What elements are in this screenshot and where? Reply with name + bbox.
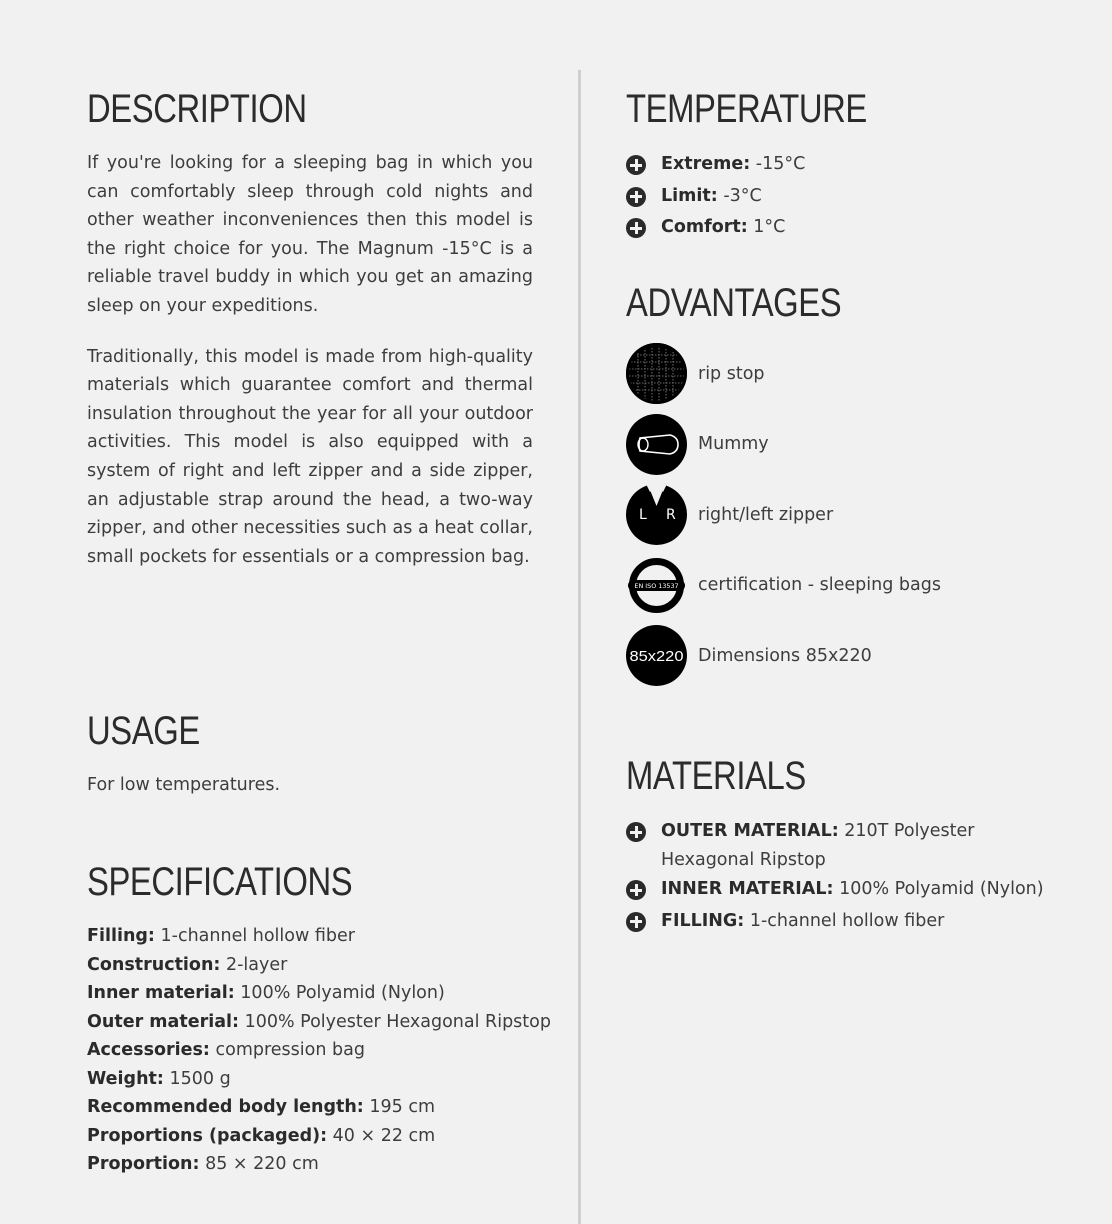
- material-item: OUTER MATERIAL: 210T Polyester Hexagonal Ripstop: [626, 817, 1066, 874]
- usage-section: [87, 706, 533, 800]
- materials-heading: MATERIALS: [626, 754, 806, 798]
- zipper-icon: [626, 484, 687, 545]
- advantages-list: [626, 343, 1066, 686]
- usage-text: For low temperatures.: [87, 775, 281, 795]
- spec-item: Proportion: 85 × 220 cm: [87, 1154, 319, 1174]
- temperature-heading: TEMPERATURE: [626, 87, 867, 131]
- temperature-item: Comfort: 1°C: [626, 213, 1066, 242]
- temperature-list: [626, 150, 1066, 242]
- temperature-item: Extreme: -15°C: [626, 150, 1066, 179]
- plus-circle-icon: [626, 218, 646, 238]
- advantage-label: right/left zipper: [698, 504, 834, 525]
- advantage-label: Dimensions 85x220: [698, 645, 872, 666]
- spec-item: Weight: 1500 g: [87, 1068, 231, 1089]
- advantage-item-dimensions: [626, 625, 1066, 686]
- specifications-heading: SPECIFICATIONS: [87, 860, 353, 904]
- advantage-item-zipper: [626, 484, 1066, 545]
- description-section: [87, 84, 533, 571]
- material-item: INNER MATERIAL: 100% Polyamid (Nylon): [626, 875, 1066, 904]
- materials-section: [626, 751, 1066, 935]
- dimensions-icon: [626, 625, 687, 686]
- advantages-section: [626, 278, 1066, 696]
- spec-item: Filling: 1-channel hollow fiber: [87, 926, 355, 946]
- left-column: [87, 84, 551, 1174]
- spec-item: Proportions (packaged): 40 × 22 cm: [87, 1125, 436, 1146]
- plus-circle-icon: [626, 880, 646, 900]
- temperature-section: [626, 84, 1066, 242]
- usage-heading: USAGE: [87, 709, 200, 753]
- plus-circle-icon: [626, 912, 646, 932]
- description-paragraph-2: Traditionally, this model is made from high-quality materials which guarantee comfort and thermal insulation throughout the year for all your outdoor activities. This model is also equipped with a system of right and left zipper and a side zipper, an adjustable strap around the head, a two-way zipper, and other necessities such as a heat collar, small pockets for essentials or a compression bag.: [87, 346, 533, 567]
- temperature-item: Limit: -3°C: [626, 182, 1066, 211]
- specifications-list: [87, 922, 551, 1179]
- svg-text:85x220: 85x220: [629, 648, 684, 665]
- advantage-item-rip-stop: [626, 343, 1066, 404]
- spec-item: Outer material: 100% Polyester Hexagonal Ripstop: [87, 1011, 551, 1032]
- spec-item: Construction: 2-layer: [87, 954, 288, 975]
- spec-item: Accessories: compression bag: [87, 1040, 365, 1060]
- svg-text:R: R: [666, 507, 676, 523]
- plus-circle-icon: [626, 822, 646, 842]
- certification-icon: [626, 555, 687, 616]
- right-column: [626, 84, 1066, 931]
- materials-list: [626, 817, 1066, 935]
- description-paragraph-1: If you're looking for a sleeping bag in which you can comfortably sleep through cold nights and other weather inconveniences then this model is the right choice for you. The Magnum -15°C is a reliable travel buddy in which you get an amazing sleep on your expeditions.: [87, 153, 533, 316]
- description-heading: DESCRIPTION: [87, 87, 307, 131]
- material-item: FILLING: 1-channel hollow fiber: [626, 907, 1066, 936]
- specifications-section: [87, 857, 551, 1179]
- advantage-label: certification - sleeping bags: [698, 575, 941, 595]
- plus-circle-icon: [626, 155, 646, 175]
- rip-stop-icon: [626, 343, 687, 404]
- svg-text:L: L: [639, 507, 647, 523]
- advantage-item-certification: [626, 555, 1066, 616]
- plus-circle-icon: [626, 187, 646, 207]
- spec-item: Recommended body length: 195 cm: [87, 1097, 436, 1117]
- svg-text:EN ISO 13537: EN ISO 13537: [634, 581, 679, 590]
- advantage-label: Mummy: [698, 434, 769, 454]
- advantage-label: rip stop: [698, 363, 765, 384]
- advantage-item-mummy: [626, 414, 1066, 475]
- spec-item: Inner material: 100% Polyamid (Nylon): [87, 983, 445, 1003]
- mummy-icon: [626, 414, 687, 475]
- advantages-heading: ADVANTAGES: [626, 281, 842, 325]
- column-divider: [578, 70, 581, 1224]
